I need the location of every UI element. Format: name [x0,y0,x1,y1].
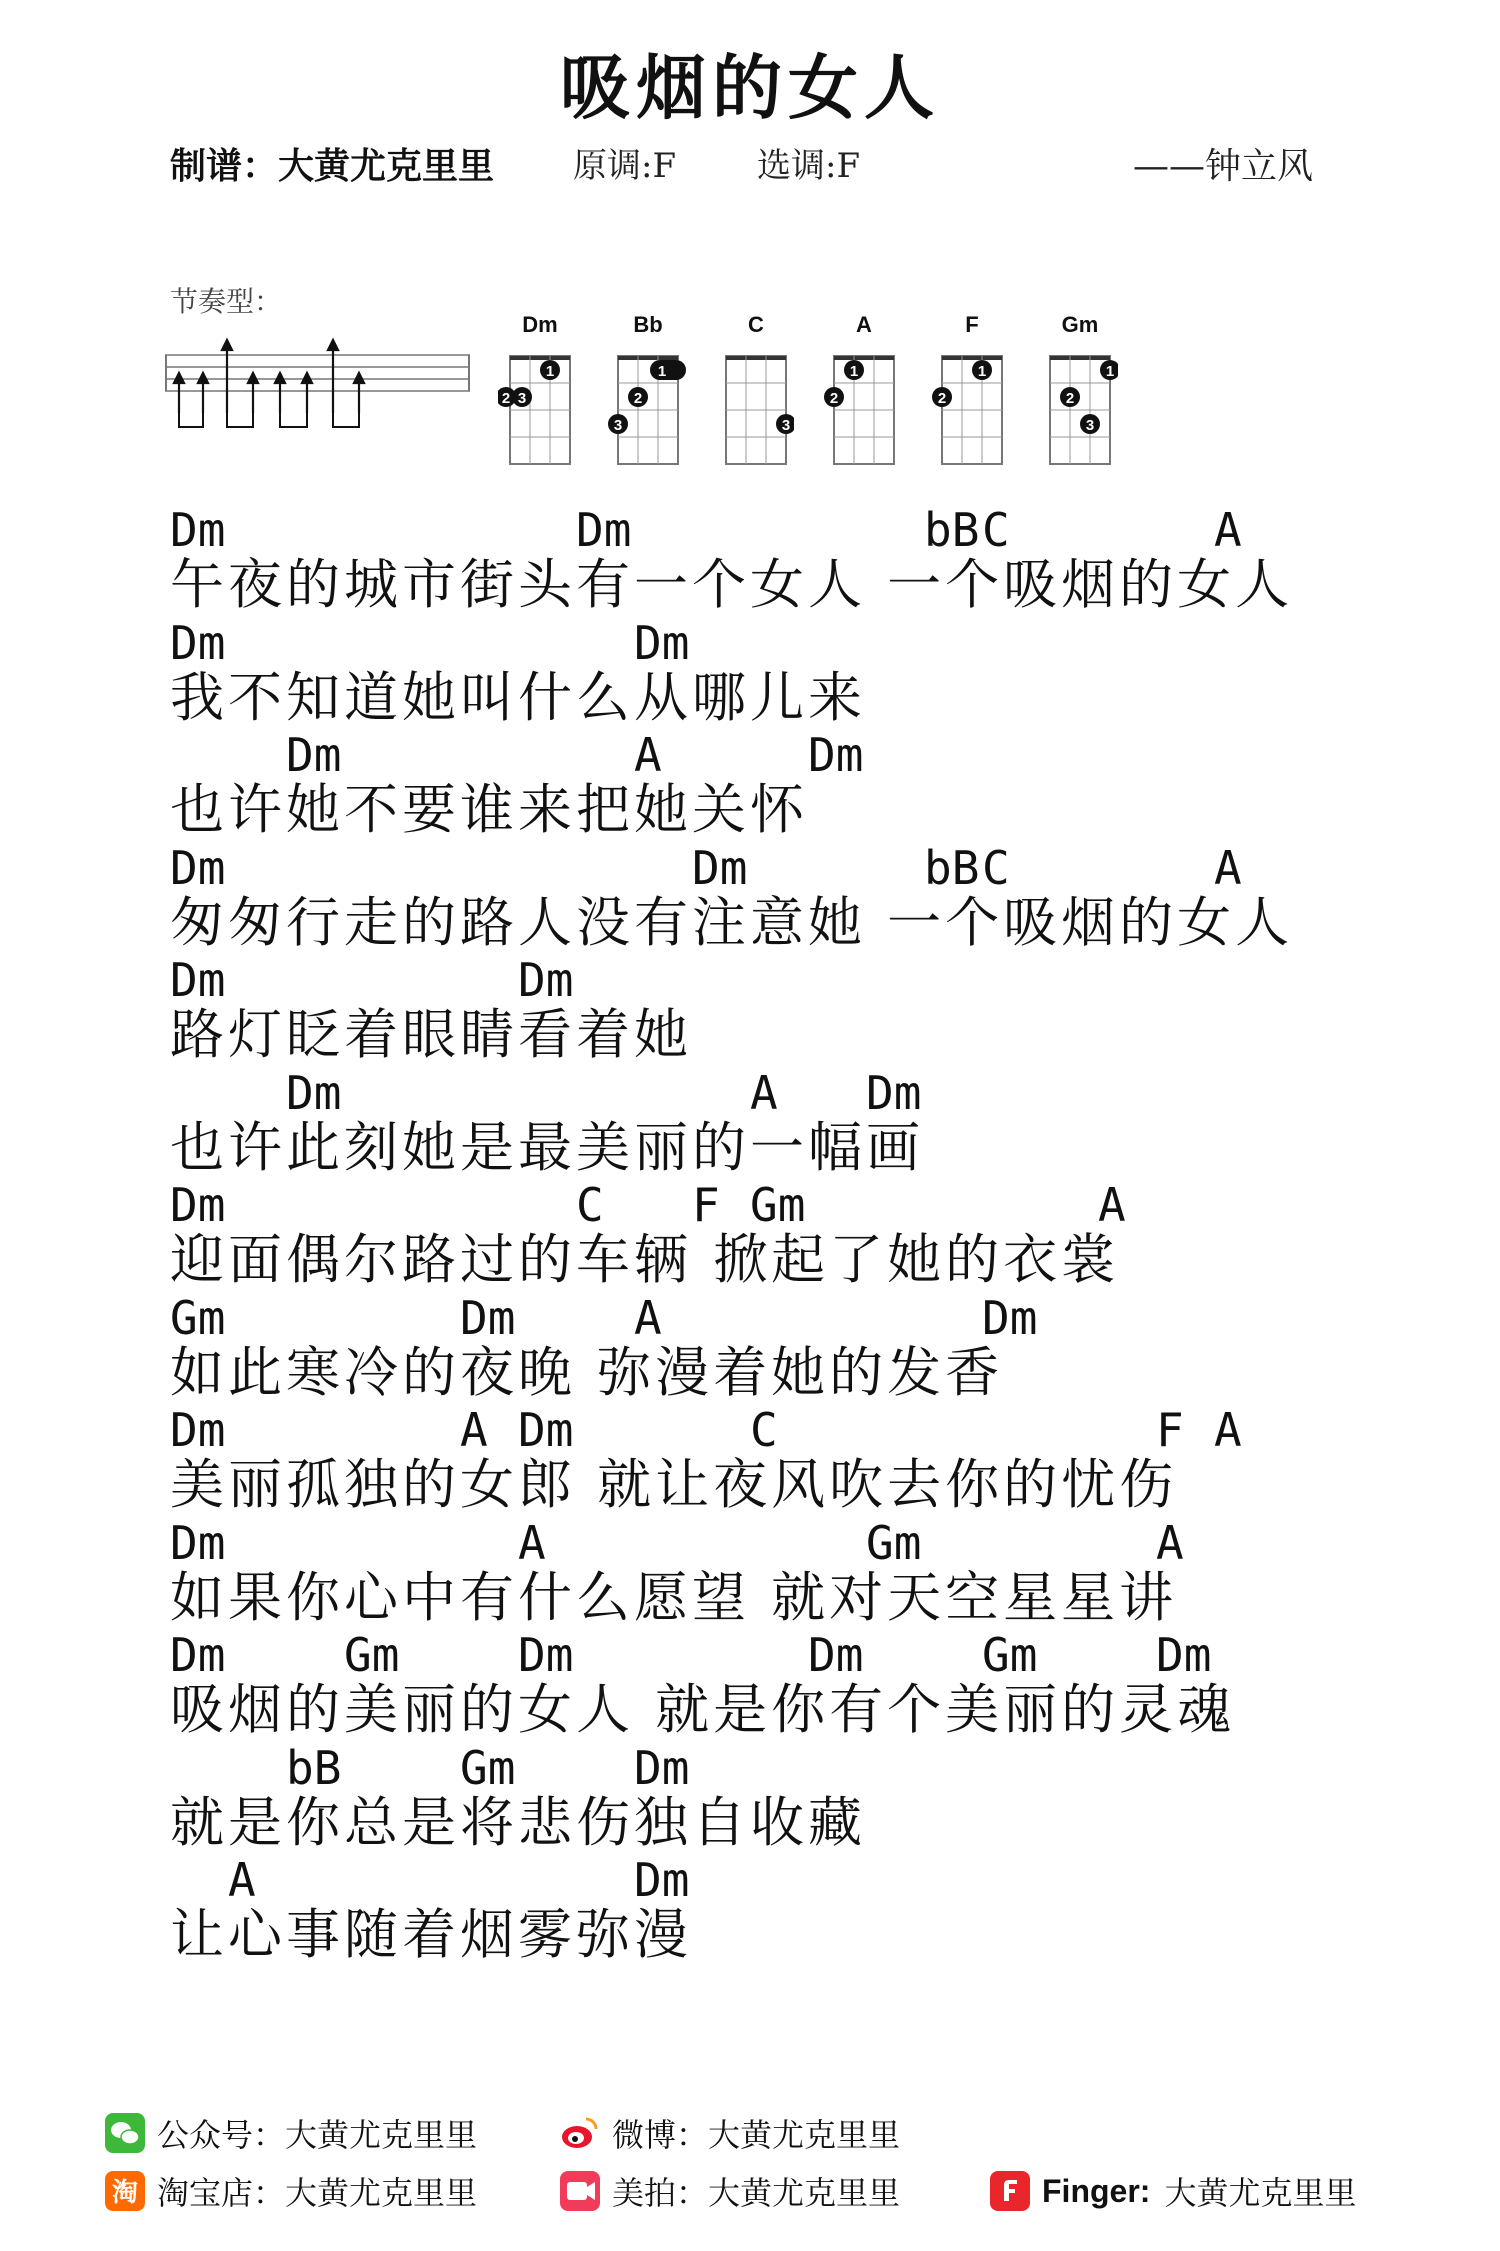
lyric-line [170,1405,1370,1518]
lyric-line [170,615,1370,731]
credit: 制谱：大黄尤克里里 [170,145,495,187]
lyric-line [170,730,1370,843]
lyric-text: 也许她不要谁来把她关怀 [170,778,808,841]
svg-text:3: 3 [517,390,527,407]
chord-symbol: Dm [170,615,226,670]
chord-row [170,1290,1370,1345]
lyric-line [170,505,1370,618]
chord-symbol: Dm [808,1628,864,1682]
chord-row [170,615,1370,670]
chord-symbol: Dm [692,840,748,895]
svg-text:2: 2 [501,390,511,407]
lyric-line [170,1180,1370,1293]
wechat-label: 公众号： [157,2116,286,2154]
chord-name: A [856,312,872,337]
weibo-value: 大黄尤克里里 [708,2116,901,2154]
chord-name: C [748,312,764,337]
song-title: 吸烟的女人 [560,46,940,129]
rhythm-label: 节奏型： [170,285,283,318]
chord-symbol: A [634,1290,662,1345]
chord-row [170,1065,1370,1120]
chord-row [170,955,1370,1005]
chord-row [170,505,1370,555]
chord-symbol: Dm [866,1065,922,1120]
chord-symbol: Dm [170,503,226,557]
lyric-line [170,1855,1370,1968]
lyric-text: 路灯眨着眼睛看着她 [170,1003,692,1066]
wechat-credit [105,2110,477,2156]
chord-diagram-dm [498,312,578,468]
chord-symbol: Dm [170,953,226,1007]
lyric-line [170,955,1370,1068]
chord-symbol: A [1156,1515,1184,1570]
lyric-line [170,840,1370,956]
chord-symbol: A [1214,503,1242,557]
meipai-value: 大黄尤克里里 [708,2174,901,2212]
svg-text:1: 1 [977,363,987,380]
chord-symbol: Dm [170,1515,226,1570]
chord-symbol: Dm [634,1740,690,1795]
chord-row [170,1630,1370,1680]
selected-key: 选调:F [757,146,861,186]
svg-text:3: 3 [781,417,791,434]
chord-row [170,1405,1370,1455]
lyric-text: 我不知道她叫什么从哪儿来 [170,665,866,729]
lyric-text: 让心事随着烟雾弥漫 [170,1903,692,1966]
chord-diagram-c [714,312,794,468]
lyric-line [170,1290,1370,1406]
chord-symbol: Dm [460,1290,516,1345]
lyric-text: 午夜的城市街头有一个女人 一个吸烟的女人 [170,553,1294,616]
lyric-text: 也许此刻她是最美丽的一幅画 [170,1115,924,1179]
meipai-label: 美拍： [612,2174,709,2212]
finger-value: 大黄尤克里里 [1164,2174,1357,2212]
chord-name: F [965,312,979,337]
chord-diagram-bb [606,312,686,468]
chord-symbol: F [692,1178,720,1232]
lyric-text: 匆匆行走的路人没有注意她 一个吸烟的女人 [170,890,1294,954]
lyric-text: 就是你总是将悲伤独自收藏 [170,1790,866,1854]
chord-symbol: A [634,728,662,782]
svg-text:2: 2 [937,390,947,407]
lyric-text: 美丽孤独的女郎 就让夜风吹去你的忧伤 [170,1453,1178,1516]
taobao-icon [105,2171,145,2211]
svg-text:3: 3 [613,417,623,434]
chord-symbol: Dm [518,1403,574,1457]
taobao-credit [105,2168,477,2214]
chord-symbol: A [1214,1403,1242,1457]
chord-name: Gm [1061,312,1099,337]
artist: ——钟立风 [1133,146,1314,187]
chord-symbol: Dm [634,1853,690,1907]
lyric-line [170,1515,1370,1631]
chord-symbol: Dm [576,503,632,557]
chord-diagram-gm [1038,312,1118,468]
chord-symbol: bB [924,503,980,557]
weibo-credit [560,2110,900,2156]
svg-text:1: 1 [657,363,667,380]
chord-symbol: C [750,1403,778,1457]
chord-symbol: Dm [286,1065,342,1120]
chord-row [170,840,1370,895]
finger-app-icon [990,2171,1030,2211]
chord-name: Dm [522,312,558,337]
chord-symbol: A [1214,840,1242,895]
chord-symbol: Gm [460,1740,516,1795]
meipai-icon [560,2171,600,2211]
svg-text:1: 1 [849,363,859,380]
svg-text:淘: 淘 [111,2178,139,2208]
lyric-line [170,1065,1370,1181]
chord-row [170,1180,1370,1230]
meipai-credit [560,2168,900,2214]
svg-text:1: 1 [1105,363,1115,380]
chord-symbol: Dm [170,1178,226,1232]
chord-symbol: C [576,1178,604,1232]
chord-symbol: Gm [344,1628,400,1682]
weibo-label: 微博： [612,2116,709,2154]
chord-symbol: Dm [518,1628,574,1682]
svg-text:2: 2 [633,390,643,407]
svg-text:2: 2 [1065,390,1075,407]
chord-row [170,1515,1370,1570]
chord-symbol: bB [286,1740,342,1795]
chord-diagram-a [822,312,902,468]
chord-row [170,1740,1370,1795]
chord-symbol: A [228,1853,256,1907]
chord-symbol: Dm [982,1290,1038,1345]
chord-symbol: Gm [750,1178,806,1232]
chord-symbol: A [750,1065,778,1120]
wechat-icon [105,2113,145,2153]
lyric-text: 如此寒冷的夜晚 弥漫着她的发香 [170,1340,1004,1404]
chord-symbol: A [518,1515,546,1570]
weibo-icon [560,2113,600,2153]
chord-symbol: C [982,840,1010,895]
chord-symbol: Dm [1156,1628,1212,1682]
chord-symbol: bB [924,840,980,895]
chord-symbol: A [1098,1178,1126,1232]
original-key: 原调:F [573,146,677,186]
lyrics-sheet [170,505,1370,1968]
chord-symbol: Dm [170,840,226,895]
chord-symbol: Gm [866,1515,922,1570]
strum-pattern-diagram [165,335,475,445]
chord-name: Bb [633,312,663,337]
chord-row [170,1855,1370,1905]
chord-row [170,730,1370,780]
chord-symbol: C [982,503,1010,557]
wechat-value: 大黄尤克里里 [285,2116,478,2154]
chord-symbol: Dm [170,1403,226,1457]
chord-symbol: Dm [634,615,690,670]
lyric-line [170,1740,1370,1856]
svg-text:2: 2 [829,390,839,407]
chord-symbol: Dm [286,728,342,782]
chord-symbol: Dm [170,1628,226,1682]
finger-credit [990,2168,1356,2214]
svg-text:3: 3 [1085,417,1095,434]
taobao-label: 淘宝店： [157,2174,286,2212]
finger-label: Finger: [1042,2172,1151,2209]
chord-symbol: A [460,1403,488,1457]
lyric-text: 如果你心中有什么愿望 就对天空星星讲 [170,1565,1178,1629]
lyric-text: 吸烟的美丽的女人 就是你有个美丽的灵魂 [170,1678,1236,1741]
chord-symbol: Gm [982,1628,1038,1682]
chord-diagram-f [930,312,1010,468]
taobao-value: 大黄尤克里里 [285,2174,478,2212]
chord-symbol: Gm [170,1290,226,1345]
lyric-text: 迎面偶尔路过的车辆 掀起了她的衣裳 [170,1228,1120,1291]
chord-symbol: F [1156,1403,1184,1457]
svg-text:1: 1 [545,363,555,380]
chord-symbol: Dm [808,728,864,782]
lyric-line [170,1630,1370,1743]
chord-symbol: Dm [518,953,574,1007]
footer [105,2110,1425,2240]
